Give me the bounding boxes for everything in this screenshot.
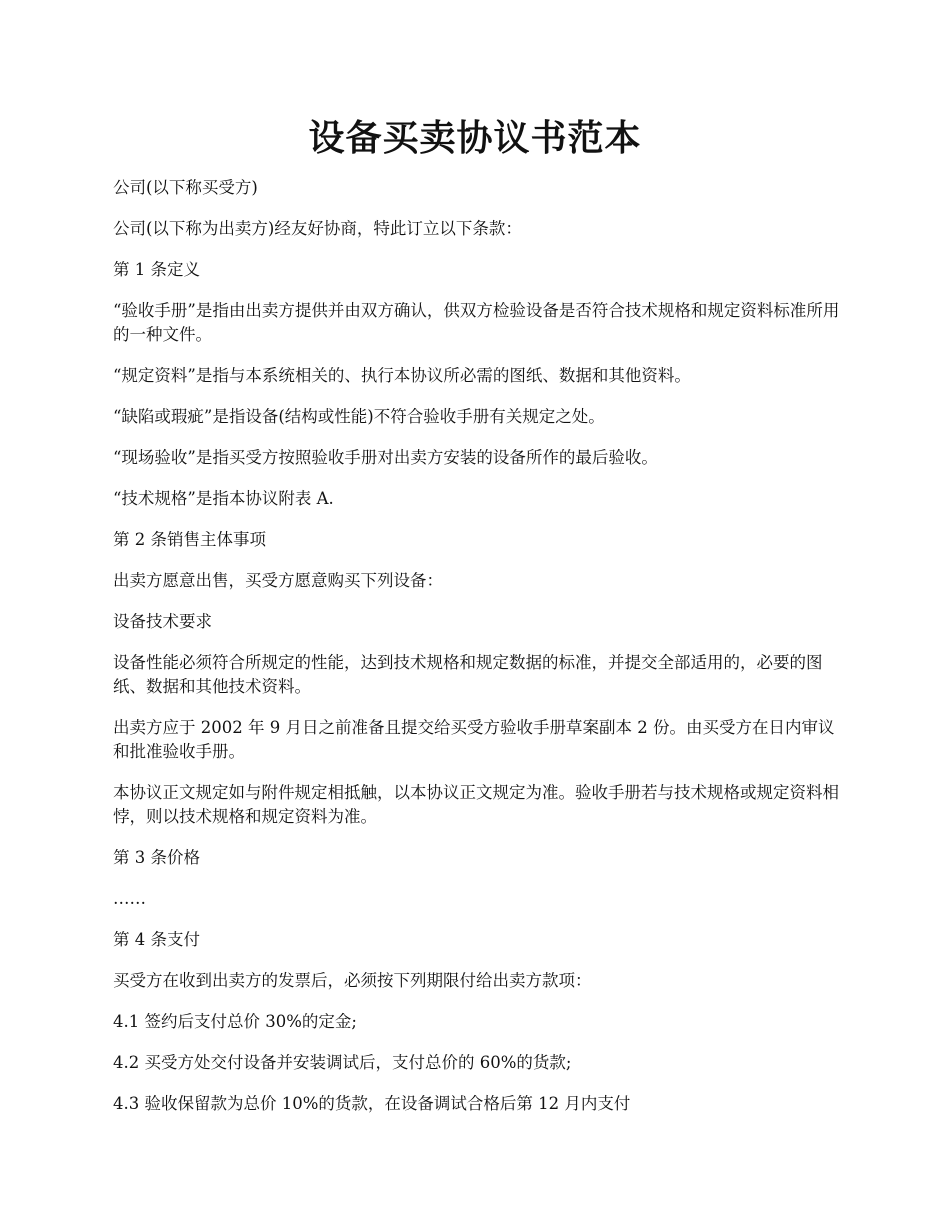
paragraph-buyer: 公司(以下称买受方) xyxy=(113,178,258,197)
article-3-heading: 第 3 条价格 xyxy=(113,848,200,867)
paragraph-precedence: 本协议正文规定如与附件规定相抵触，以本协议正文规定为准。验收手册若与技术规格或规定资料相悖，则以技术规格和规定资料为准。 xyxy=(113,783,839,826)
paragraph-sale-intent: 出卖方愿意出售，买受方愿意购买下列设备： xyxy=(113,571,443,590)
article-2-heading: 第 2 条销售主体事项 xyxy=(113,530,266,549)
paragraph-performance: 设备性能必须符合所规定的性能，达到技术规格和规定数据的标准，并提交全部适用的，必要的图纸、数据和其他技术资料。 xyxy=(113,653,823,696)
paragraph-equipment-requirements-heading: 设备技术要求 xyxy=(113,612,212,631)
article-1-heading: 第 1 条定义 xyxy=(113,260,200,279)
document-body xyxy=(113,176,841,1133)
article-4-heading: 第 4 条支付 xyxy=(113,930,200,949)
document-title: 设备买卖协议书范本 xyxy=(308,117,642,159)
definition-defect: “缺陷或瑕疵”是指设备(结构或性能)不符合验收手册有关规定之处。 xyxy=(113,407,605,426)
paragraph-seller: 公司(以下称为出卖方)经友好协商，特此订立以下条款： xyxy=(113,219,522,238)
definition-specified-data: “规定资料”是指与本系统相关的、执行本协议所必需的图纸、数据和其他资料。 xyxy=(113,366,691,385)
paragraph-manual-submission: 出卖方应于 2002 年 9 月日之前准备且提交给买受方验收手册草案副本 2 份。由买受方在日内审议和批准验收手册。 xyxy=(113,718,835,761)
definition-technical-spec: “技术规格”是指本协议附表 A. xyxy=(113,489,334,508)
paragraph-payment-terms: 买受方在收到出卖方的发票后，必须按下列期限付给出卖方款项： xyxy=(113,971,592,990)
payment-item-4-1: 4.1 签约后支付总价 30%的定金; xyxy=(113,1012,357,1031)
paragraph-ellipsis: …… xyxy=(113,889,146,908)
payment-item-4-2: 4.2 买受方处交付设备并安装调试后，支付总价的 60%的货款; xyxy=(113,1053,572,1072)
payment-item-4-3: 4.3 验收保留款为总价 10%的货款，在设备调试合格后第 12 月内支付 xyxy=(113,1094,631,1113)
definition-acceptance-manual: “验收手册”是指由出卖方提供并由双方确认，供双方检验设备是否符合技术规格和规定资料标准所用的一种文件。 xyxy=(113,301,840,344)
definition-site-acceptance: “现场验收”是指买受方按照验收手册对出卖方安装的设备所作的最后验收。 xyxy=(113,448,658,467)
